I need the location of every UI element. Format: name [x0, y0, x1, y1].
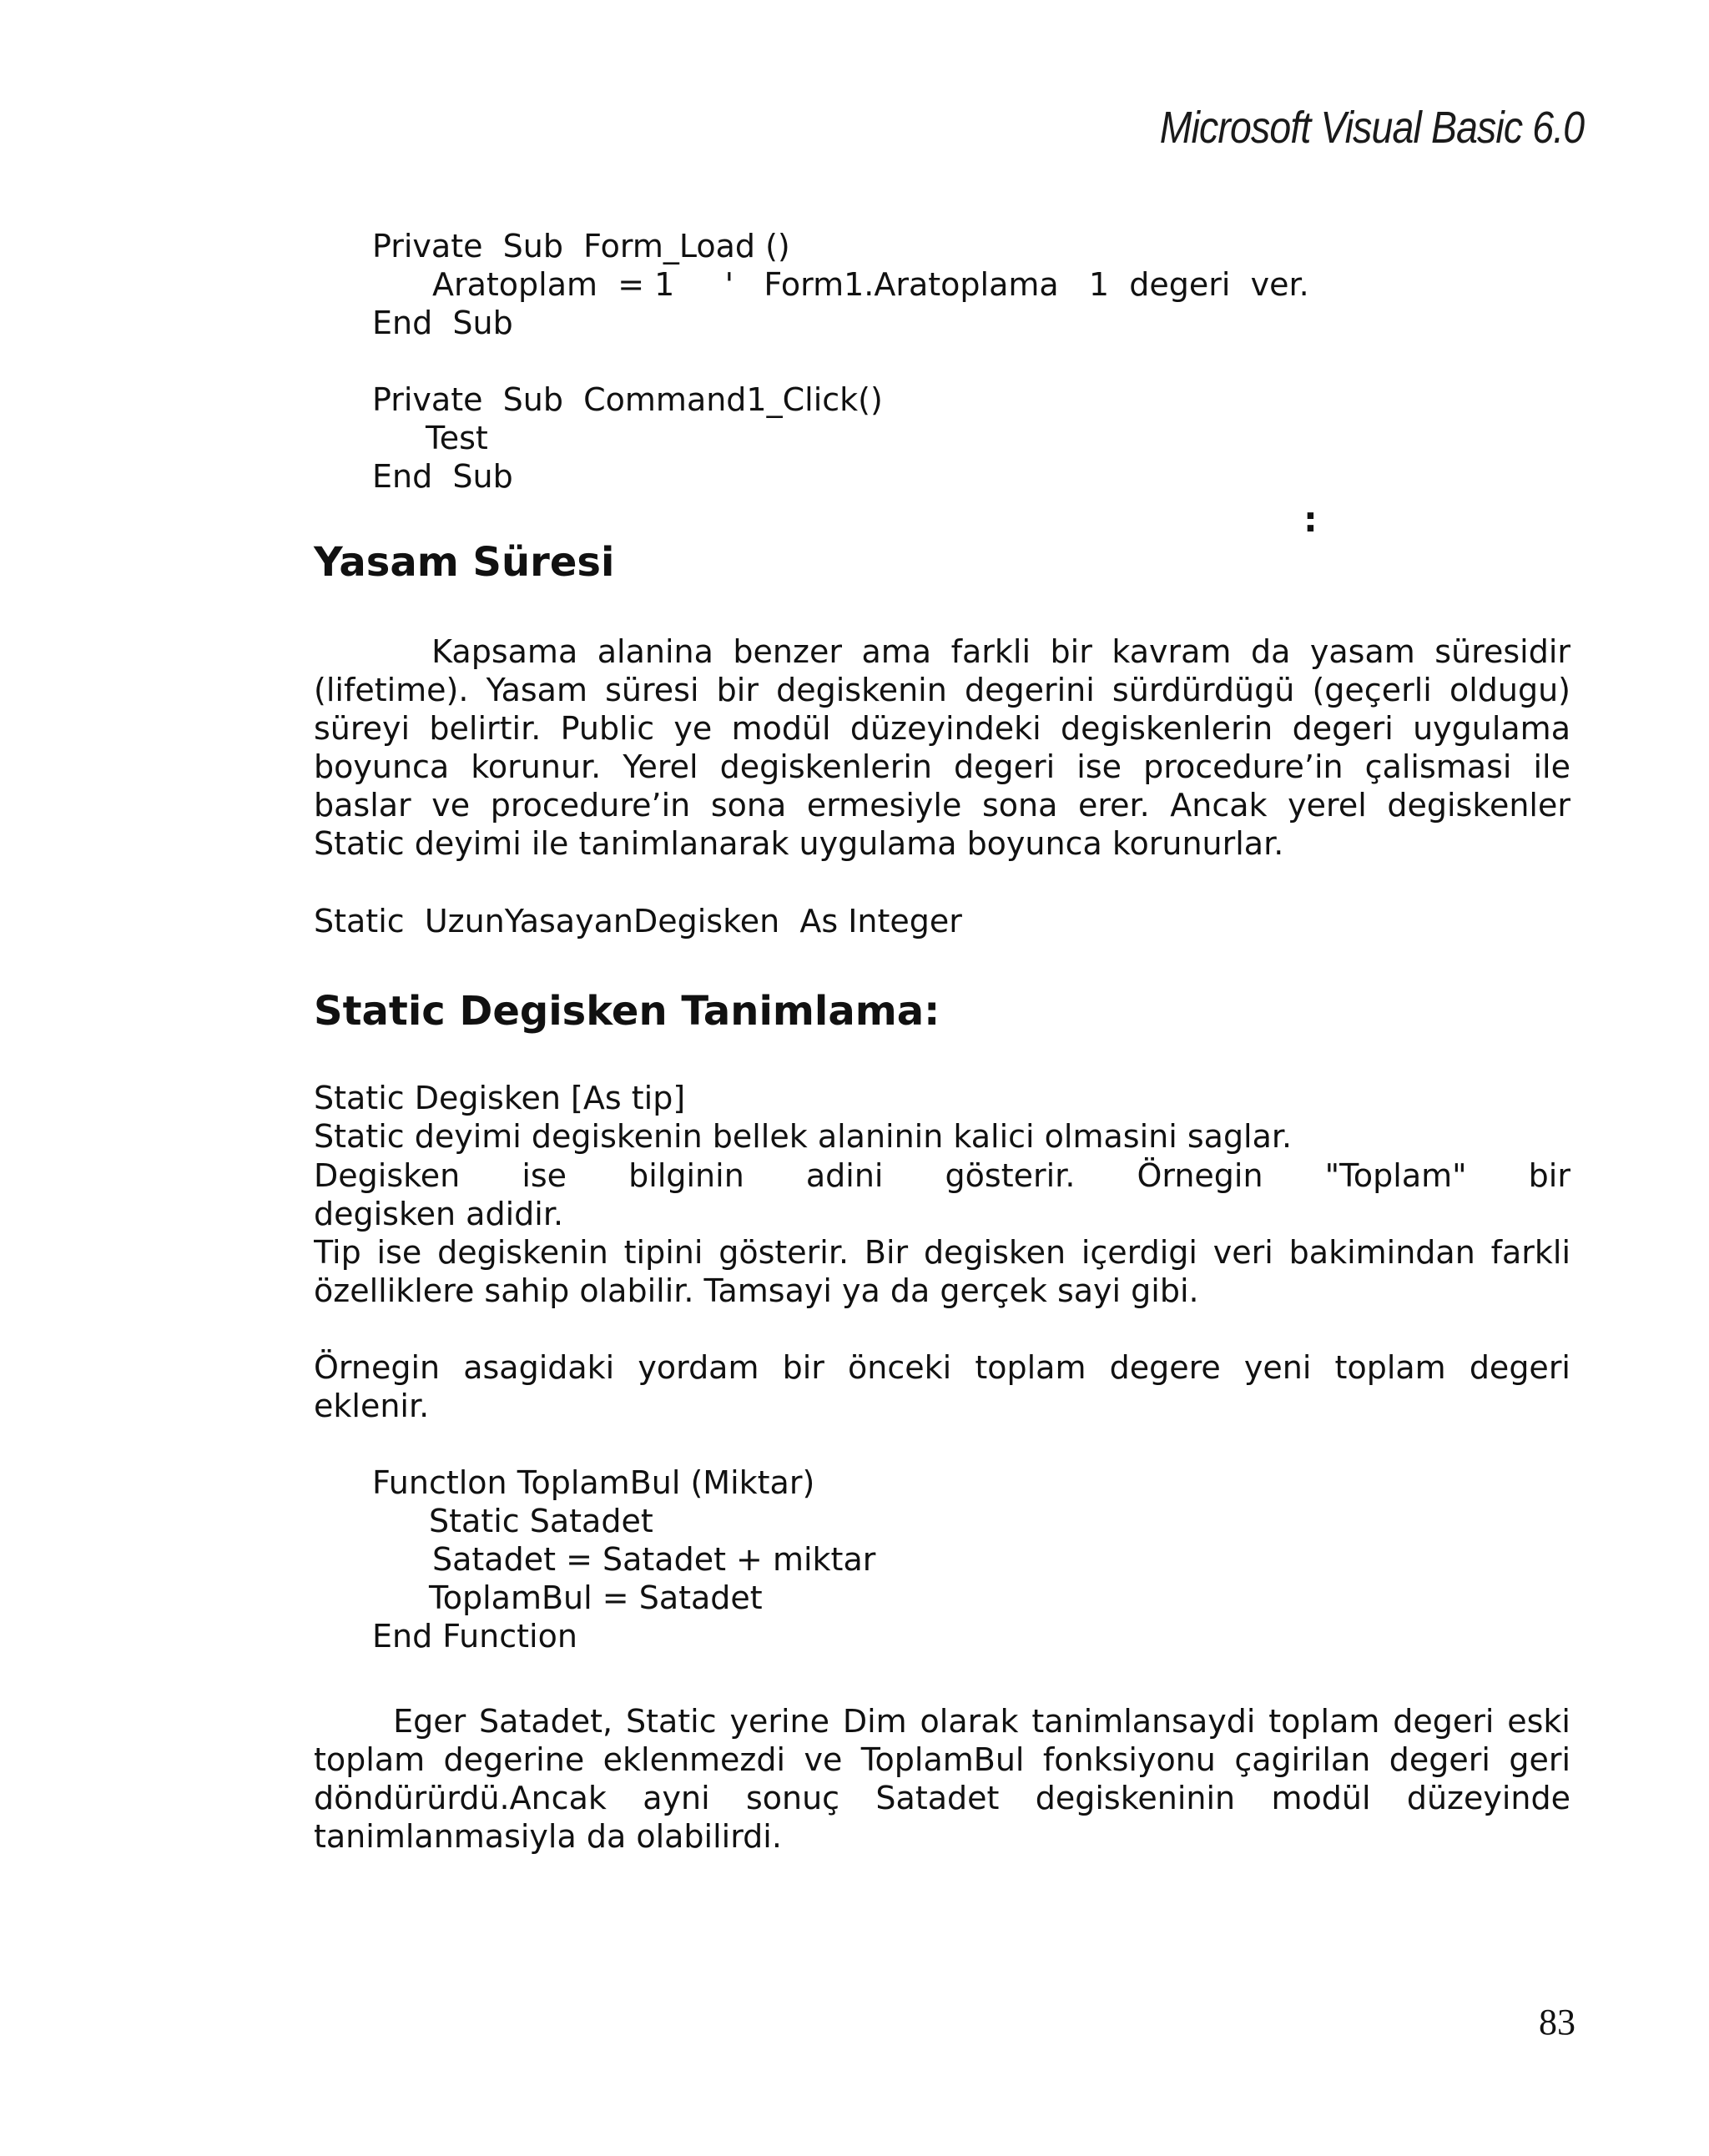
paragraph-line: eklenir. — [314, 1388, 430, 1424]
paragraph-line: Kapsama alanina benzer ama farkli bir kavram da yasam süresidir — [314, 633, 1570, 670]
code-line: ToplamBul = Satadet — [429, 1579, 763, 1616]
stray-colon: : — [1303, 499, 1318, 540]
tip-description — [314, 1233, 1570, 1310]
paragraph-line: süreyi belirtir. Public ye modül düzeyindeki degiskenlerin degeri uygulama — [314, 710, 1570, 747]
code-line: End Sub — [372, 305, 513, 341]
section-heading-yasam-suresi: Yasam Süresi — [314, 539, 615, 586]
paragraph-line: Degisken ise bilginin adini gösterir. Örnegin "Toplam" bir — [314, 1157, 1570, 1194]
paragraph-line: Static deyimi ile tanimlanarak uygulama boyunca korunurlar. — [314, 825, 1284, 862]
code-line: Private Sub Form_Load () — [372, 228, 790, 264]
example-intro — [314, 1348, 1570, 1425]
code-line: Satadet = Satadet + miktar — [432, 1541, 876, 1578]
code-line: Aratoplam = 1 ' Form1.Aratoplama 1 degeri ver. — [432, 266, 1309, 303]
paragraph-line: (lifetime). Yasam süresi bir degiskenin degerini sürdürdügü (geçerli oldugu) — [314, 672, 1570, 708]
paragraph-line: baslar ve procedure’in sona ermesiyle sona erer. Ancak yerel degiskenler — [314, 787, 1570, 824]
code-line: Private Sub Command1_Click() — [372, 381, 883, 418]
code-line: Test — [426, 420, 488, 456]
code-line: End Function — [372, 1618, 577, 1655]
degisken-description — [314, 1156, 1570, 1233]
static-syntax: Static Degisken [As tip] — [314, 1080, 686, 1116]
static-example-code: Static UzunYasayanDegisken As Integer — [314, 903, 962, 939]
closing-paragraph — [314, 1702, 1570, 1856]
paragraph-line: Örnegin asagidaki yordam bir önceki toplam degere yeni toplam degeri — [314, 1349, 1570, 1386]
static-description: Static deyimi degiskenin bellek alaninin kalici olmasini saglar. — [314, 1118, 1293, 1155]
paragraph-line: boyunca korunur. Yerel degiskenlerin degeri ise procedure’in çalismasi ile — [314, 748, 1570, 785]
section-heading-static-degisken: Static Degisken Tanimlama: — [314, 988, 940, 1035]
lifetime-paragraph — [314, 632, 1570, 863]
code-line: Static Satadet — [429, 1503, 653, 1539]
paragraph-line: degisken adidir. — [314, 1196, 564, 1232]
paragraph-line: toplam degerine eklenmezdi ve ToplamBul fonksiyonu çagirilan degeri geri — [314, 1741, 1570, 1778]
paragraph-line: özelliklere sahip olabilir. Tamsayi ya da gerçek sayi gibi. — [314, 1272, 1199, 1309]
code-line: Functlon ToplamBul (Miktar) — [372, 1464, 815, 1501]
paragraph-line: döndürürdü.Ancak ayni sonuç Satadet degiskeninin modül düzeyinde — [314, 1780, 1570, 1816]
running-header: Microsoft Visual Basic 6.0 — [1159, 103, 1584, 153]
paragraph-line: Tip ise degiskenin tipini gösterir. Bir degisken içerdigi veri bakimindan farkli — [314, 1234, 1570, 1271]
paragraph-line: Eger Satadet, Static yerine Dim olarak tanimlansaydi toplam degeri eski — [314, 1703, 1570, 1740]
page-number: 83 — [1539, 2002, 1575, 2043]
code-line: End Sub — [372, 458, 513, 495]
paragraph-line: tanimlanmasiyla da olabilirdi. — [314, 1818, 782, 1855]
